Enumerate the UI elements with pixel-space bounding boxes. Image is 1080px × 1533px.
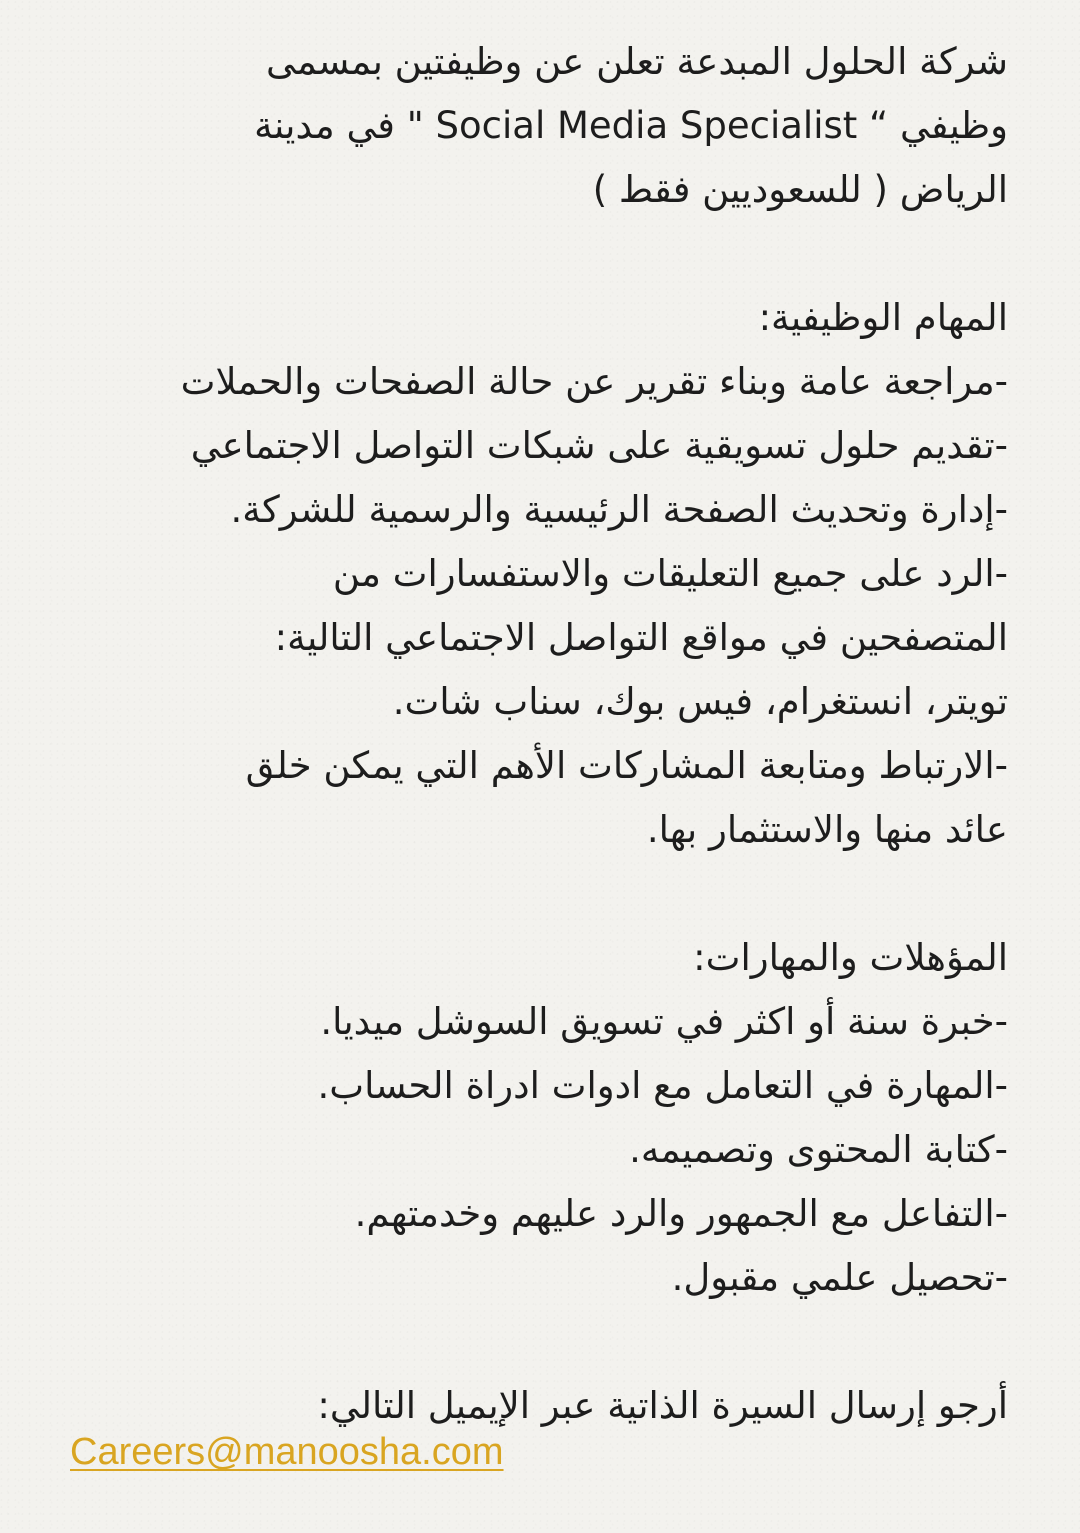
task-line: تويتر، انستغرام، فيس بوك، سناب شات. (392, 680, 1008, 723)
intro-line-2: وظيفي “ Social Media Specialist " في مدينة (254, 104, 1008, 147)
qualification-line: -خبرة سنة أو اكثر في تسويق السوشل ميديا. (320, 1000, 1008, 1043)
blank-line (58, 862, 1008, 926)
qualification-line: -كتابة المحتوى وتصميمه. (629, 1128, 1008, 1171)
note-body (58, 30, 1008, 1438)
task-line: عائد منها والاستثمار بها. (646, 808, 1008, 851)
task-line: -الرد على جميع التعليقات والاستفسارات من (332, 552, 1008, 595)
task-line: -مراجعة عامة وبناء تقرير عن حالة الصفحات والحملات (180, 360, 1008, 403)
email-link[interactable]: Careers@manoosha.com (70, 1431, 504, 1473)
tasks-heading: المهام الوظيفية: (758, 296, 1008, 339)
task-line: -إدارة وتحديث الصفحة الرئيسية والرسمية للشركة. (230, 488, 1008, 531)
task-line: -الارتباط ومتابعة المشاركات الأهم التي يمكن خلق (245, 744, 1008, 787)
qualification-line: -تحصيل علمي مقبول. (671, 1256, 1008, 1299)
qualification-line: -المهارة في التعامل مع ادوات ادراة الحساب. (317, 1064, 1008, 1107)
task-line: -تقديم حلول تسويقية على شبكات التواصل الاجتماعي (190, 424, 1008, 467)
task-line: المتصفحين في مواقع التواصل الاجتماعي التالية: (274, 616, 1008, 659)
intro-line-3: الرياض ( للسعوديين فقط ) (592, 168, 1008, 211)
blank-line (58, 1310, 1008, 1374)
intro-line-1: شركة الحلول المبدعة تعلن عن وظيفتين بمسمى (266, 40, 1008, 83)
qualifications-heading: المؤهلات والمهارات: (693, 936, 1008, 979)
contact-instruction: أرجو إرسال السيرة الذاتية عبر الإيميل التالي: (317, 1384, 1008, 1427)
qualification-line: -التفاعل مع الجمهور والرد عليهم وخدمتهم. (354, 1192, 1008, 1235)
blank-line (58, 222, 1008, 286)
